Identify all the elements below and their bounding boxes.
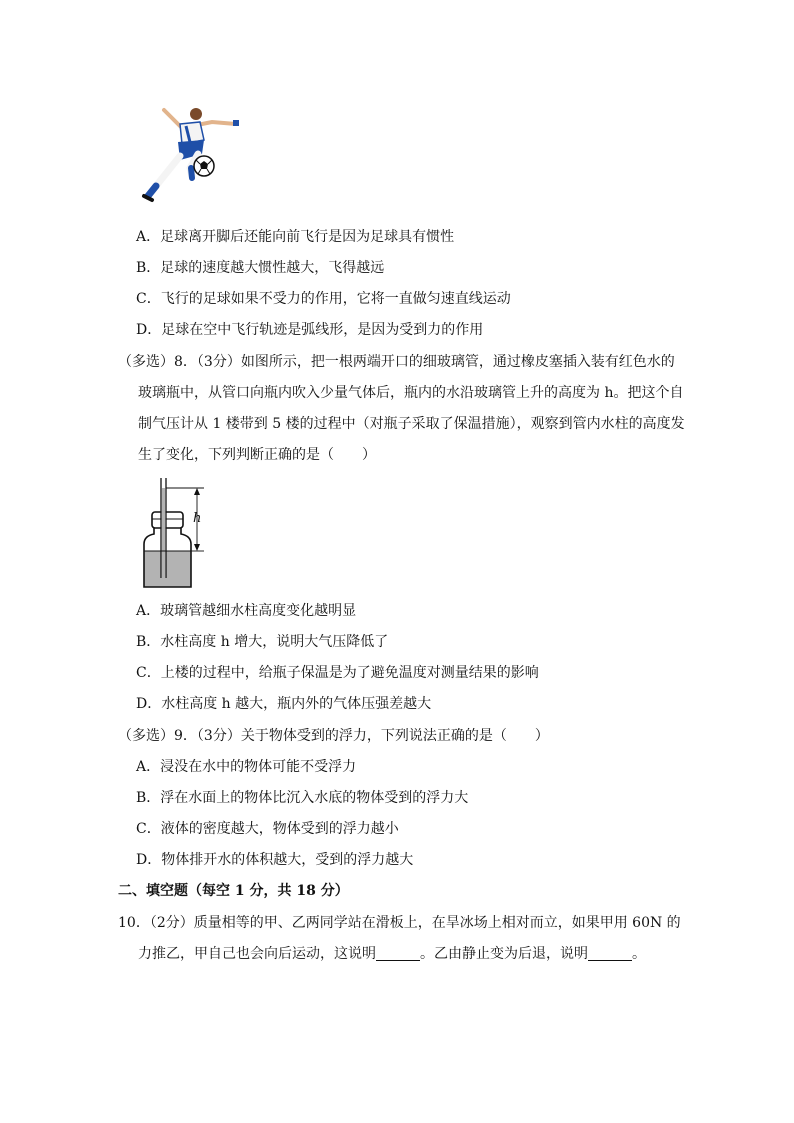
barometer-bottle-figure — [136, 474, 220, 592]
section-2-title: 二、填空题（每空 1 分，共 18 分） — [118, 883, 349, 899]
q9-option-a: A．浸没在水中的物体可能不受浮力 — [136, 759, 357, 775]
h-label: h — [193, 511, 202, 526]
q9-option-c: C．液体的密度越大，物体受到的浮力越小 — [136, 821, 399, 837]
answer-blank-2[interactable] — [588, 946, 632, 961]
q10-line-2 — [138, 944, 646, 964]
q7-option-b: B．足球的速度越大惯性越大，飞得越远 — [136, 260, 385, 276]
q8-stem-line-4: 生了变化，下列判断正确的是（ ） — [138, 447, 376, 463]
q8-option-a: A．玻璃管越细水柱高度变化越明显 — [136, 603, 357, 619]
q7-option-a: A．足球离开脚后还能向前飞行是因为足球具有惯性 — [136, 229, 455, 245]
q8-option-d: D．水柱高度 h 越大，瓶内外的气体压强差越大 — [136, 696, 432, 712]
q8-stem-line-1: （多选）8．（3分）如图所示，把一根两端开口的细玻璃管，通过橡皮塞插入装有红色水的 — [118, 354, 675, 370]
q7-option-c: C．飞行的足球如果不受力的作用，它将一直做匀速直线运动 — [136, 291, 511, 307]
q8-stem-line-3: 制气压计从 1 楼带到 5 楼的过程中（对瓶子采取了保温措施），观察到管内水柱的高度发 — [138, 416, 685, 432]
q10-text-a: 力推乙，甲自己也会向后运动，这说明 — [138, 946, 376, 962]
q8-stem-line-2: 玻璃瓶中，从管口向瓶内吹入少量气体后，瓶内的水沿玻璃管上升的高度为 h。把这个自 — [138, 385, 684, 401]
q10-text-b: 。乙由静止变为后退，说明 — [420, 946, 588, 962]
q10-line-1: 10．（2分）质量相等的甲、乙两同学站在滑板上，在旱冰场上相对而立，如果甲用 60N 的 — [118, 915, 681, 931]
q7-option-d: D．足球在空中飞行轨迹是弧线形，是因为受到力的作用 — [136, 322, 484, 338]
q9-stem: （多选）9．（3分）关于物体受到的浮力，下列说法正确的是（ ） — [118, 728, 549, 744]
answer-blank-1[interactable] — [376, 946, 420, 961]
q8-option-b: B．水柱高度 h 增大，说明大气压降低了 — [136, 634, 389, 650]
q9-option-b: B．浮在水面上的物体比沉入水底的物体受到的浮力大 — [136, 790, 469, 806]
soccer-player-figure — [134, 104, 250, 206]
q10-text-c: 。 — [632, 946, 646, 962]
q8-option-c: C．上楼的过程中，给瓶子保温是为了避免温度对测量结果的影响 — [136, 665, 539, 681]
q9-option-d: D．物体排开水的体积越大，受到的浮力越大 — [136, 852, 414, 868]
